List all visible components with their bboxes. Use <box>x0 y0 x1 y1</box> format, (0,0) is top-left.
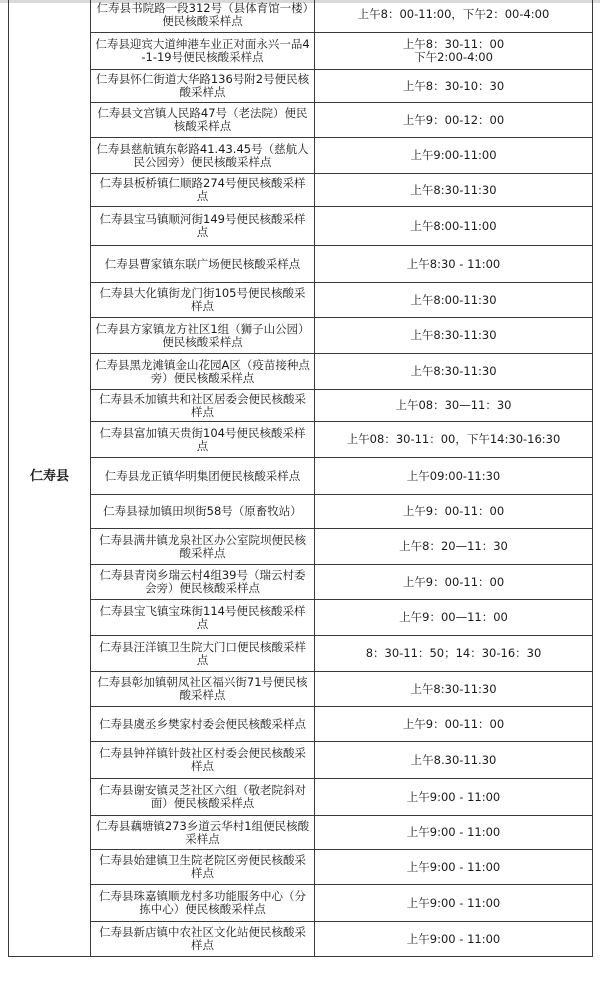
table-row <box>9 33 593 70</box>
opening-hours-cell: 上午9:00 - 11:00 <box>315 885 593 922</box>
site-name-cell: 仁寿县宝飞镇宝珠街114号便民核酸采样点 <box>91 600 315 636</box>
site-name-cell: 仁寿县曹家镇东联广场便民核酸采样点 <box>91 246 315 283</box>
table-row <box>9 174 593 207</box>
table-row <box>9 246 593 283</box>
opening-hours-cell: 上午8：30-11：00 下午2:00-4:00 <box>315 33 593 70</box>
site-name-cell: 仁寿县藕塘镇273乡道云华村1组便民核酸采样点 <box>91 816 315 850</box>
table-row <box>9 390 593 422</box>
table-row <box>9 354 593 390</box>
site-name-cell: 仁寿县钟祥镇针鼓社区村委会便民核酸采样点 <box>91 742 315 779</box>
site-name-cell: 仁寿县迎宾大道绅港车业正对面永兴一品4-1-19号便民核酸采样点 <box>91 33 315 70</box>
table-row <box>9 742 593 779</box>
opening-hours-cell: 上午8:00-11:30 <box>315 283 593 318</box>
opening-hours-cell: 上午08：30-11：00，下午14:30-16:30 <box>315 422 593 458</box>
table-row <box>9 600 593 636</box>
site-name-cell: 仁寿县禄加镇田坝街58号（原畜牧站） <box>91 495 315 529</box>
site-name-cell: 仁寿县谢安镇灵芝社区六组（敬老院斜对面）便民核酸采样点 <box>91 779 315 816</box>
table-row <box>9 636 593 672</box>
opening-hours-cell: 上午8:30-11:30 <box>315 174 593 207</box>
opening-hours-cell: 上午9:00 - 11:00 <box>315 816 593 850</box>
table-row <box>9 103 593 138</box>
site-name-cell: 仁寿县始建镇卫生院老院区旁便民核酸采样点 <box>91 850 315 885</box>
site-name-cell: 仁寿县大化镇街龙门街105号便民核酸采样点 <box>91 283 315 318</box>
opening-hours-cell: 上午8：30-10：30 <box>315 70 593 103</box>
opening-hours-cell: 上午8:30-11:30 <box>315 672 593 707</box>
county-cell: 仁寿县 <box>9 0 91 957</box>
site-name-cell: 仁寿县满井镇龙泉社区办公室院坝便民核酸采样点 <box>91 529 315 565</box>
site-name-cell: 仁寿县宝马镇顺河街149号便民核酸采样点 <box>91 207 315 246</box>
opening-hours-cell: 上午9:00-11:00 <box>315 138 593 174</box>
site-name-cell: 仁寿县彰加镇朝凤社区福兴街71号便民核酸采样点 <box>91 672 315 707</box>
site-name-cell: 仁寿县文宫镇人民路47号（老法院）便民核酸采样点 <box>91 103 315 138</box>
table-row <box>9 422 593 458</box>
opening-hours-cell: 上午9：00-11：00 <box>315 495 593 529</box>
opening-hours-cell: 上午8:30 - 11:00 <box>315 246 593 283</box>
site-name-cell: 仁寿县虞丞乡樊家村委会便民核酸采样点 <box>91 707 315 742</box>
table-row <box>9 922 593 957</box>
site-name-cell: 仁寿县黑龙滩镇金山花园A区（疫苗接种点旁）便民核酸采样点 <box>91 354 315 390</box>
opening-hours-cell: 上午8:30-11:30 <box>315 318 593 354</box>
table-row <box>9 283 593 318</box>
opening-hours-cell: 上午08：30—11：30 <box>315 390 593 422</box>
opening-hours-cell: 上午9：00-11：00 <box>315 565 593 600</box>
table-row <box>9 207 593 246</box>
opening-hours-cell: 上午8：00-11:00，下午2：00-4:00 <box>315 0 593 33</box>
site-name-cell: 仁寿县书院路一段312号（县体育馆一楼）便民核酸采样点 <box>91 0 315 33</box>
site-name-cell: 仁寿县汪洋镇卫生院大门口便民核酸采样点 <box>91 636 315 672</box>
sampling-sites-table <box>8 0 593 957</box>
opening-hours-cell: 上午09:00-11:30 <box>315 458 593 495</box>
table-row <box>9 565 593 600</box>
table-row <box>9 707 593 742</box>
opening-hours-cell: 上午8：20—11：30 <box>315 529 593 565</box>
table-row <box>9 0 593 33</box>
opening-hours-cell: 上午9:00 - 11:00 <box>315 922 593 957</box>
site-name-cell: 仁寿县禾加镇共和社区居委会便民核酸采样点 <box>91 390 315 422</box>
site-name-cell: 仁寿县板桥镇仁顺路274号便民核酸采样点 <box>91 174 315 207</box>
table-row <box>9 816 593 850</box>
table-row <box>9 529 593 565</box>
opening-hours-cell: 上午8:00-11:00 <box>315 207 593 246</box>
site-name-cell: 仁寿县青岗乡瑞云村4组39号（瑞云村委会旁）便民核酸采样点 <box>91 565 315 600</box>
site-name-cell: 仁寿县方家镇龙方社区1组（狮子山公园）便民核酸采样点 <box>91 318 315 354</box>
table-row <box>9 885 593 922</box>
table-row <box>9 70 593 103</box>
site-name-cell: 仁寿县富加镇天贵街104号便民核酸采样点 <box>91 422 315 458</box>
site-name-cell: 仁寿县慈航镇东彰路41.43.45号（慈航人民公园旁）便民核酸采样点 <box>91 138 315 174</box>
table-row <box>9 458 593 495</box>
site-name-cell: 仁寿县新店镇中农社区文化站便民核酸采样点 <box>91 922 315 957</box>
opening-hours-cell: 上午9:00 - 11:00 <box>315 779 593 816</box>
table-row <box>9 672 593 707</box>
table-body <box>9 0 593 957</box>
site-name-cell: 仁寿县怀仁街道大华路136号附2号便民核酸采样点 <box>91 70 315 103</box>
opening-hours-cell: 上午9：00-12：00 <box>315 103 593 138</box>
opening-hours-cell: 上午8.30-11.30 <box>315 742 593 779</box>
opening-hours-cell: 上午9:00 - 11:00 <box>315 850 593 885</box>
table-row <box>9 850 593 885</box>
table-row <box>9 495 593 529</box>
table-row <box>9 318 593 354</box>
site-name-cell: 仁寿县珠嘉镇顺龙村多功能服务中心（分拣中心）便民核酸采样点 <box>91 885 315 922</box>
opening-hours-cell: 8：30-11：50；14：30-16：30 <box>315 636 593 672</box>
site-name-cell: 仁寿县龙正镇华明集团便民核酸采样点 <box>91 458 315 495</box>
opening-hours-cell: 上午9：00-11：00 <box>315 707 593 742</box>
table-row <box>9 779 593 816</box>
opening-hours-cell: 上午9：00—11：00 <box>315 600 593 636</box>
opening-hours-cell: 上午8:30-11:30 <box>315 354 593 390</box>
table-row <box>9 138 593 174</box>
